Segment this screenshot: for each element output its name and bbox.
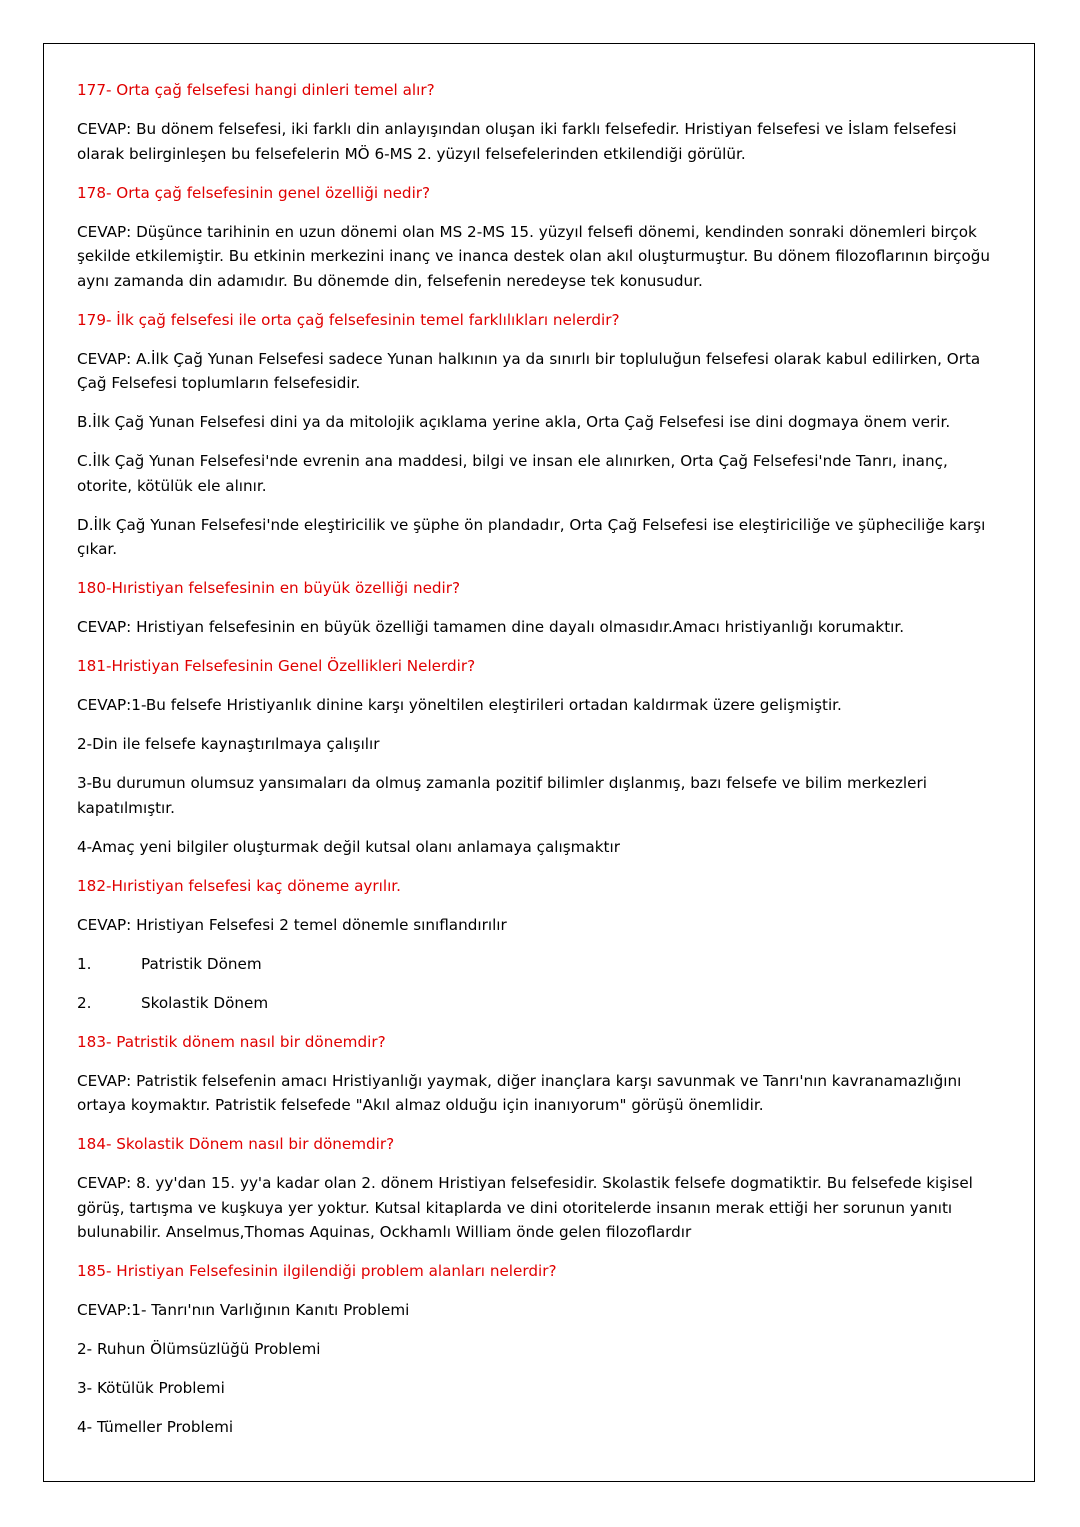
answer-184: CEVAP: 8. yy'dan 15. yy'a kadar olan 2. dönem Hristiyan felsefesidir. Skolastik felsefe dogmatiktir. Bu felsefede kişisel görüş, tartışma ve kuşkuya yer yoktur. Kutsal kitaplarda ve dini otoritelerde insanın merak ettiği her sorunun yanıtı bulunabilir. Anselmus,Thomas Aquinas, Ockhamlı William önde gelen filozoflardır	[77, 1174, 973, 1241]
answer-181-2: 2-Din ile felsefe kaynaştırılmaya çalışılır	[77, 735, 380, 753]
question-179: 179- İlk çağ felsefesi ile orta çağ felsefesinin temel farklılıkları nelerdir?	[77, 310, 620, 329]
answer-179-c: C.İlk Çağ Yunan Felsefesi'nde evrenin ana maddesi, bilgi ve insan ele alınırken, Orta Çağ Felsefesi'nde Tanrı, inanç, otorite, kötülük ele alınır.	[77, 452, 948, 495]
list-item	[77, 991, 1007, 1016]
list-item-text: Patristik Dönem	[141, 954, 262, 973]
question-181: 181-Hristiyan Felsefesinin Genel Özellikleri Nelerdir?	[77, 657, 476, 675]
answer-179-a: CEVAP: A.İlk Çağ Yunan Felsefesi sadece Yunan halkının ya da sınırlı bir topluluğun felsefesi olarak kabul edilirken, Orta Çağ Felsefesi toplumların felsefesidir.	[77, 349, 981, 392]
question-185: 185- Hristiyan Felsefesinin ilgilendiği problem alanları nelerdir?	[77, 1262, 557, 1280]
question-178: 178- Orta çağ felsefesinin genel özelliği nedir?	[77, 183, 431, 202]
answer-183: CEVAP: Patristik felsefenin amacı Hristiyanlığı yaymak, diğer inançlara karşı savunmak ve Tanrı'nın kavranamazlığını ortaya koymaktır. Patristik felsefede "Akıl almaz olduğu için inanıyorum" görüşü önemlidir.	[77, 1071, 962, 1114]
answer-179-d: D.İlk Çağ Yunan Felsefesi'nde eleştiricilik ve şüphe ön plandadır, Orta Çağ Felsefesi ise eleştiriciliğe ve şüpheciliğe karşı çıkar.	[77, 515, 986, 558]
question-183: 183- Patristik dönem nasıl bir dönemdir?	[77, 1032, 386, 1051]
list-item-number: 1.	[77, 954, 92, 973]
answer-181-1: CEVAP:1-Bu felsefe Hristiyanlık dinine karşı yöneltilen eleştirileri ortadan kaldırmak üzere gelişmiştir.	[77, 696, 842, 714]
answer-181-3: 3-Bu durumun olumsuz yansımaları da olmuş zamanla pozitif bilimler dışlanmış, bazı felsefe ve bilim merkezleri kapatılmıştır.	[77, 774, 927, 817]
answer-182: CEVAP: Hristiyan Felsefesi 2 temel dönemle sınıflandırılır	[77, 915, 507, 934]
list-item	[77, 952, 1007, 977]
answer-178: CEVAP: Düşünce tarihinin en uzun dönemi olan MS 2-MS 15. yüzyıl felsefi dönemi, kendinden sonraki dönemleri birçok şekilde etkilemiştir. Bu etkinin merkezini inanç ve inanca destek olan akıl oluşturmuştur. Bu dönem filozoflarının birçoğu aynı zamanda din adamıdır. Bu dönemde din, felsefenin neredeyse tek konusudur.	[77, 222, 991, 290]
answer-185-1: CEVAP:1- Tanrı'nın Varlığının Kanıtı Problemi	[77, 1301, 410, 1319]
answer-185-2: 2- Ruhun Ölümsüzlüğü Problemi	[77, 1340, 321, 1358]
answer-181-4: 4-Amaç yeni bilgiler oluşturmak değil kutsal olanı anlamaya çalışmaktır	[77, 837, 620, 856]
question-182: 182-Hıristiyan felsefesi kaç döneme ayrılır.	[77, 876, 401, 895]
answer-185-4: 4- Tümeller Problemi	[77, 1418, 234, 1436]
answer-177: CEVAP: Bu dönem felsefesi, iki farklı din anlayışından oluşan iki farklı felsefedir. Hristiyan felsefesi ve İslam felsefesi olarak belirginleşen bu felsefelerin MÖ 6-MS 2. yüzyıl felsefelerinden etkilendiği görülür.	[77, 120, 957, 163]
answer-179-b: B.İlk Çağ Yunan Felsefesi dini ya da mitolojik açıklama yerine akla, Orta Çağ Felsefesi ise dini dogmaya önem verir.	[77, 413, 951, 431]
list-item-text: Skolastik Dönem	[141, 993, 269, 1012]
answer-185-3: 3- Kötülük Problemi	[77, 1379, 225, 1397]
document-body	[77, 78, 1007, 1454]
answer-180: CEVAP: Hristiyan felsefesinin en büyük özelliği tamamen dine dayalı olmasıdır.Amacı hristiyanlığı korumaktır.	[77, 618, 905, 636]
list-item-number: 2.	[77, 993, 92, 1012]
question-180: 180-Hıristiyan felsefesinin en büyük özelliği nedir?	[77, 579, 461, 597]
question-177: 177- Orta çağ felsefesi hangi dinleri temel alır?	[77, 81, 435, 99]
question-184: 184- Skolastik Dönem nasıl bir dönemdir?	[77, 1135, 395, 1153]
